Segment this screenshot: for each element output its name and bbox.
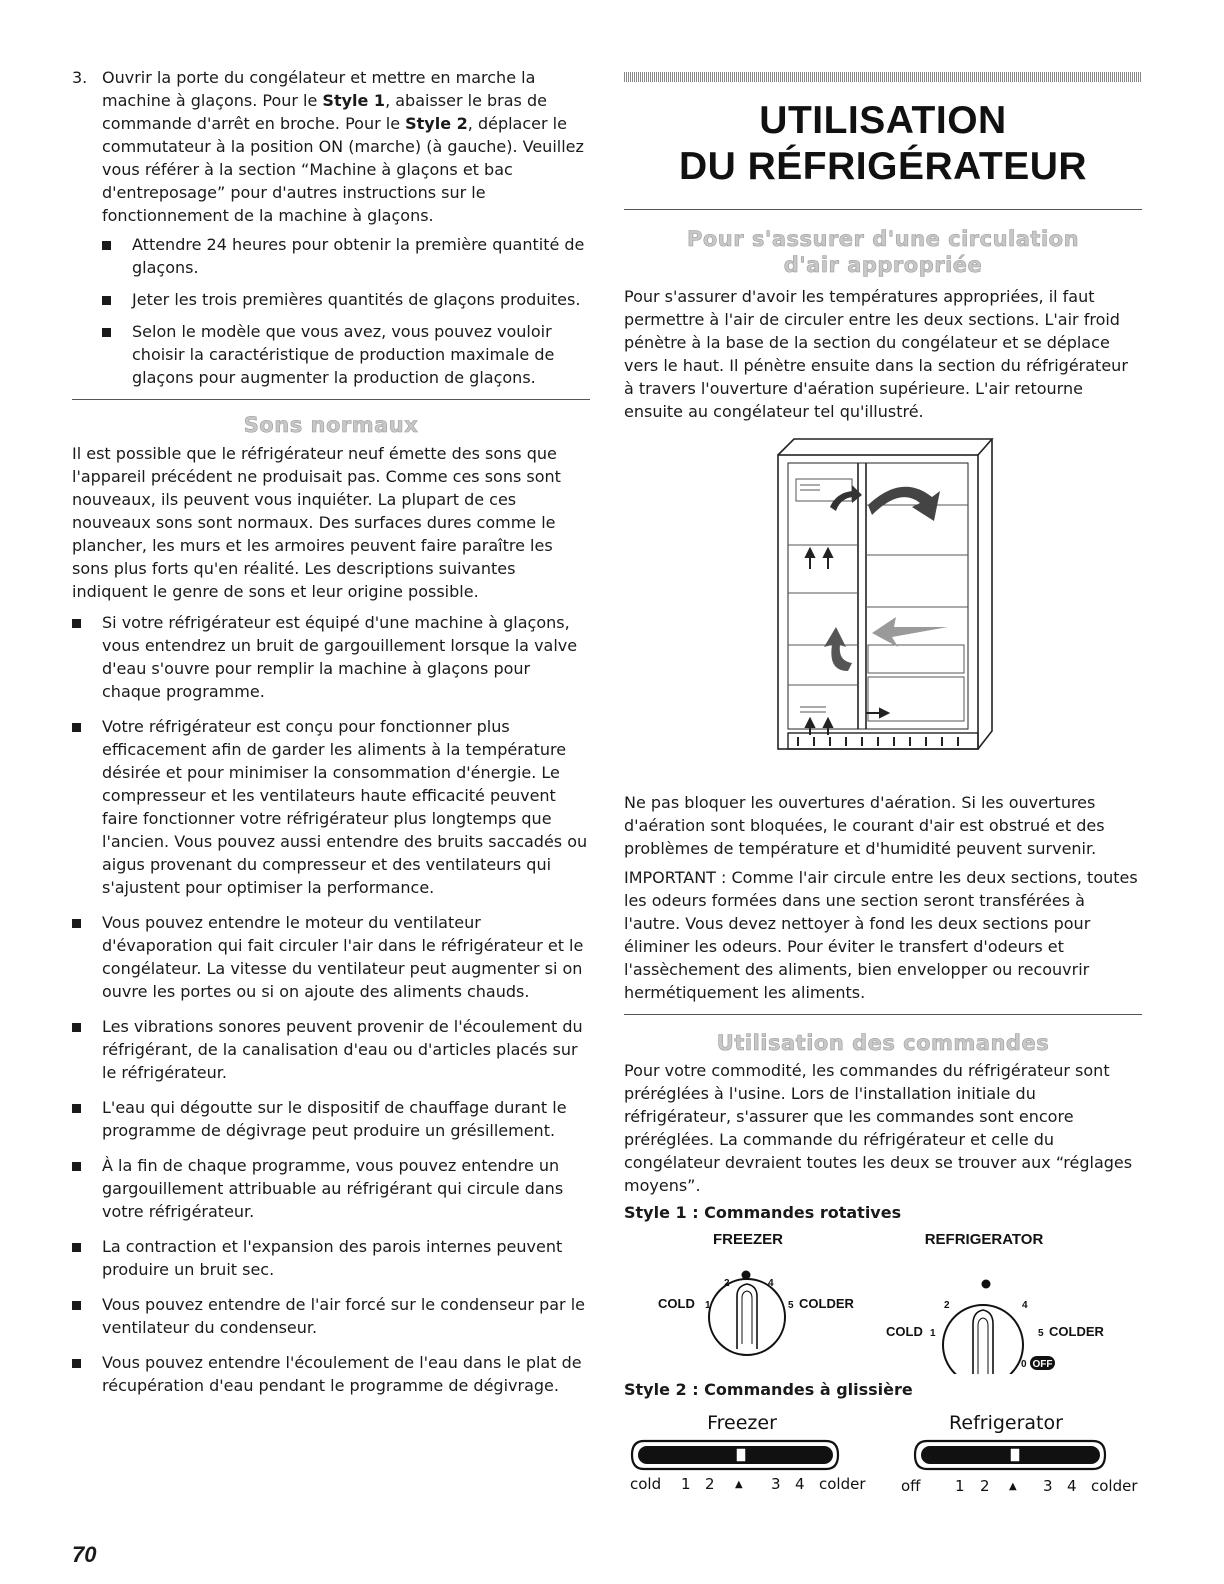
step-number: 3. (72, 68, 88, 87)
dial-number: 5 (1038, 1328, 1044, 1339)
rotary-dials (624, 1224, 1142, 1374)
dial-cold-label: COLD (886, 1324, 923, 1339)
slider-scale-label: colder (819, 1475, 866, 1493)
up-arrow-icon (824, 549, 832, 557)
list-item: Vous pouvez entendre le moteur du ventilateur d'évaporation qui fait circuler l'air dans le réfrigérateur et le congélateur. La vitesse du ventilateur peut augmenter si on ouvre les portes ou si on ajoute des aliments chauds. (72, 911, 590, 1003)
divider (72, 399, 590, 400)
fridge-right-side (978, 439, 992, 749)
slider-scale-number: 2 (705, 1475, 715, 1493)
dial-number: 2 (724, 1278, 730, 1289)
list-item: Si votre réfrigérateur est équipé d'une machine à glaçons, vous entendrez un bruit de gargouillement lorsque la valve d'eau s'ouvre pour remplir la machine à glaçons pour chaque programme. (72, 611, 590, 703)
dial-number: 4 (1022, 1300, 1028, 1311)
step-bullet-list (102, 233, 590, 389)
slider-scale-number: 3 (1043, 1477, 1053, 1495)
dial-number: 1 (705, 1300, 711, 1311)
style2-label: Style 2 : Commandes à glissière (624, 1380, 913, 1399)
list-item: Selon le modèle que vous avez, vous pouvez vouloir choisir la caractéristique de production maximale de glaçons pour augmenter la production de glaçons. (102, 320, 590, 389)
fridge-slider[interactable] (915, 1441, 1105, 1469)
curved-airflow-arrow-icon (868, 487, 940, 521)
section-heading-sounds: Sons normaux (243, 413, 419, 437)
slider-scale-label: colder (1091, 1477, 1138, 1495)
slider-scale-label: cold (630, 1475, 662, 1493)
step-3 (72, 66, 590, 227)
dial-number: 0 (1021, 1359, 1027, 1370)
rising-airflow-arrow-icon (824, 627, 852, 671)
slider-scale-number: 4 (1067, 1477, 1077, 1495)
slider-scale-number: 4 (795, 1475, 805, 1493)
slider-scale-number: 1 (955, 1477, 965, 1495)
slider-mid-marker: ▲ (1009, 1481, 1017, 1492)
page-number: 70 (72, 1542, 97, 1567)
dial-cold-label: COLD (658, 1296, 695, 1311)
off-badge-text: OFF (1032, 1359, 1053, 1370)
dial-colder-label: COLDER (1049, 1324, 1104, 1339)
slider-scale-number: 3 (771, 1475, 781, 1493)
freezer-dial-label: FREEZER (712, 1231, 784, 1248)
list-item: Votre réfrigérateur est conçu pour fonctionner plus efficacement afin de garder les aliments à la température désirée et pour minimiser la consommation d'énergie. Le compresseur et les ventilateurs haute efficacité peuvent faire fonctionner votre réfrigérateur plus longtemps que l'ancien. Vous pouvez aussi entendre des bruits saccadés ou aigus provenant du compresseur et des ventilateurs qui s'ajustent pour optimiser la performance. (72, 715, 590, 899)
slider-scale-label: off (901, 1477, 921, 1495)
fridge-dial-pointer (973, 1310, 993, 1374)
right-arrow-icon (880, 709, 888, 717)
slider-scale-number: 2 (980, 1477, 990, 1495)
freezer-slider-label: Freezer (707, 1412, 777, 1434)
dial-number: 5 (788, 1300, 794, 1311)
dial-colder-label: COLDER (799, 1296, 854, 1311)
list-item: À la fin de chaque programme, vous pouvez entendre un gargouillement attribuable au réfrigérant qui circule dans votre réfrigérateur. (72, 1154, 590, 1223)
section-heading-airflow: Pour s'assurer d'une circulation d'air appropriée (686, 227, 1080, 277)
list-item: La contraction et l'expansion des parois internes peuvent produire un bruit sec. (72, 1235, 590, 1281)
title-hatch-bar (624, 72, 1142, 82)
freezer-dial-knob (709, 1279, 785, 1355)
airflow-text: Pour s'assurer d'avoir les températures appropriées, il faut permettre à l'air de circuler entre les deux sections. L'air froid pénètre à la base de la section du congélateur et se déplace vers le haut. Il pénètre ensuite dans la section du réfrigérateur à travers l'ouverture d'aération supérieure. L'air retourne ensuite au congélateur tel qu'illustré. (624, 287, 1128, 421)
up-arrow-icon (806, 719, 814, 727)
fridge-dial-knob (943, 1305, 1023, 1374)
section-heading-controls: Utilisation des commandes (716, 1031, 1050, 1055)
page-title: UTILISATION DU RÉFRIGÉRATEUR (678, 99, 1088, 188)
sounds-bullet-list (72, 611, 590, 1397)
base-grille (788, 733, 978, 749)
freezer-slider[interactable] (632, 1441, 838, 1469)
slider-mid-marker: ▲ (735, 1479, 743, 1490)
left-column (72, 66, 590, 1409)
fridge-dial-label: REFRIGERATOR (924, 1231, 1044, 1248)
return-airflow-arrow-icon (872, 617, 948, 647)
slider-scale-number: 1 (681, 1475, 691, 1493)
freezer-dial-pointer (737, 1284, 757, 1349)
dial-number: 4 (768, 1278, 774, 1289)
list-item: Les vibrations sonores peuvent provenir de l'écoulement du réfrigérant, de la canalisation d'eau ou d'articles placés sur le réfrigérateur. (72, 1015, 590, 1084)
list-item: Vous pouvez entendre l'écoulement de l'eau dans le plat de récupération d'eau pendant le programme de dégivrage. (72, 1351, 590, 1397)
slide-controls (624, 1407, 1142, 1517)
list-item: Vous pouvez entendre de l'air forcé sur le condenseur par le ventilateur du condenseur. (72, 1293, 590, 1339)
fridge-top-side (778, 439, 992, 455)
dial-number: 2 (944, 1300, 950, 1311)
dial-number: 1 (930, 1328, 936, 1339)
controls-text: Pour votre commodité, les commandes du réfrigérateur sont préréglées à l'usine. Lors de l'installation initiale du réfrigérateur, s'assurer que les commandes sont encore préréglées. La commande du réfrigérateur et celle du congélateur devraient toutes les deux se trouver aux “réglages moyens”. (624, 1061, 1133, 1195)
setting-dot-icon (982, 1280, 991, 1289)
up-arrow-icon (806, 549, 814, 557)
sounds-intro: Il est possible que le réfrigérateur neuf émette des sons que l'appareil précédent ne produisait pas. Comme ces sons sont nouveaux, ils peuvent vous inquiéter. La plupart de ces nouveaux sons sont normaux. Des surfaces dures comme le plancher, les murs et les armoires peuvent faire paraître les sons plus forts qu'en réalité. Les descriptions suivantes indiquent le genre de sons et leur origine possible. (72, 444, 561, 601)
fridge-slider-thumb (1010, 1448, 1020, 1462)
important-text: IMPORTANT : Comme l'air circule entre les deux sections, toutes les odeurs formées dans une section seront transférées à l'autre. Vous devez nettoyer à fond les deux sections pour éliminer les odeurs. Pour éviter le transfert d'odeurs et l'assèchement des aliments, bien envelopper ou recouvrir hermétiquement les aliments. (624, 868, 1138, 1002)
right-column (624, 66, 1142, 1517)
list-item: Attendre 24 heures pour obtenir la première quantité de glaçons. (102, 233, 590, 279)
list-item: L'eau qui dégoutte sur le dispositif de chauffage durant le programme de dégivrage peut produire un grésillement. (72, 1096, 590, 1142)
divider (624, 209, 1142, 210)
style1-label: Style 1 : Commandes rotatives (624, 1203, 902, 1222)
freezer-slider-thumb (736, 1448, 746, 1462)
fridge-dial (943, 1305, 1023, 1374)
airflow-diagram (772, 435, 1012, 777)
divider (624, 1014, 1142, 1015)
up-arrow-icon (824, 719, 832, 727)
step-text: Ouvrir la porte du congélateur et mettre en marche la machine à glaçons. Pour le Style 1, abaisser le bras de commande d'arrêt en broche. Pour le Style 2, déplacer le commutateur à la position ON (marche) (à gauche). Veuillez vous référer à la section “Machine à glaçons et bac d'entreposage” pour d'autres instructions sur le fonctionnement de la machine à glaçons. (102, 68, 584, 225)
crisper-drawer (868, 645, 964, 673)
vents-warning-text: Ne pas bloquer les ouvertures d'aération. Si les ouvertures d'aération sont bloquées, le courant d'air est obstrué et des problèmes de température et d'humidité peuvent survenir. (624, 793, 1105, 858)
list-item: Jeter les trois premières quantités de glaçons produites. (102, 288, 590, 311)
fridge-slider-label: Refrigerator (949, 1412, 1063, 1434)
freezer-dial (709, 1279, 785, 1355)
setting-dot-icon (742, 1271, 751, 1280)
